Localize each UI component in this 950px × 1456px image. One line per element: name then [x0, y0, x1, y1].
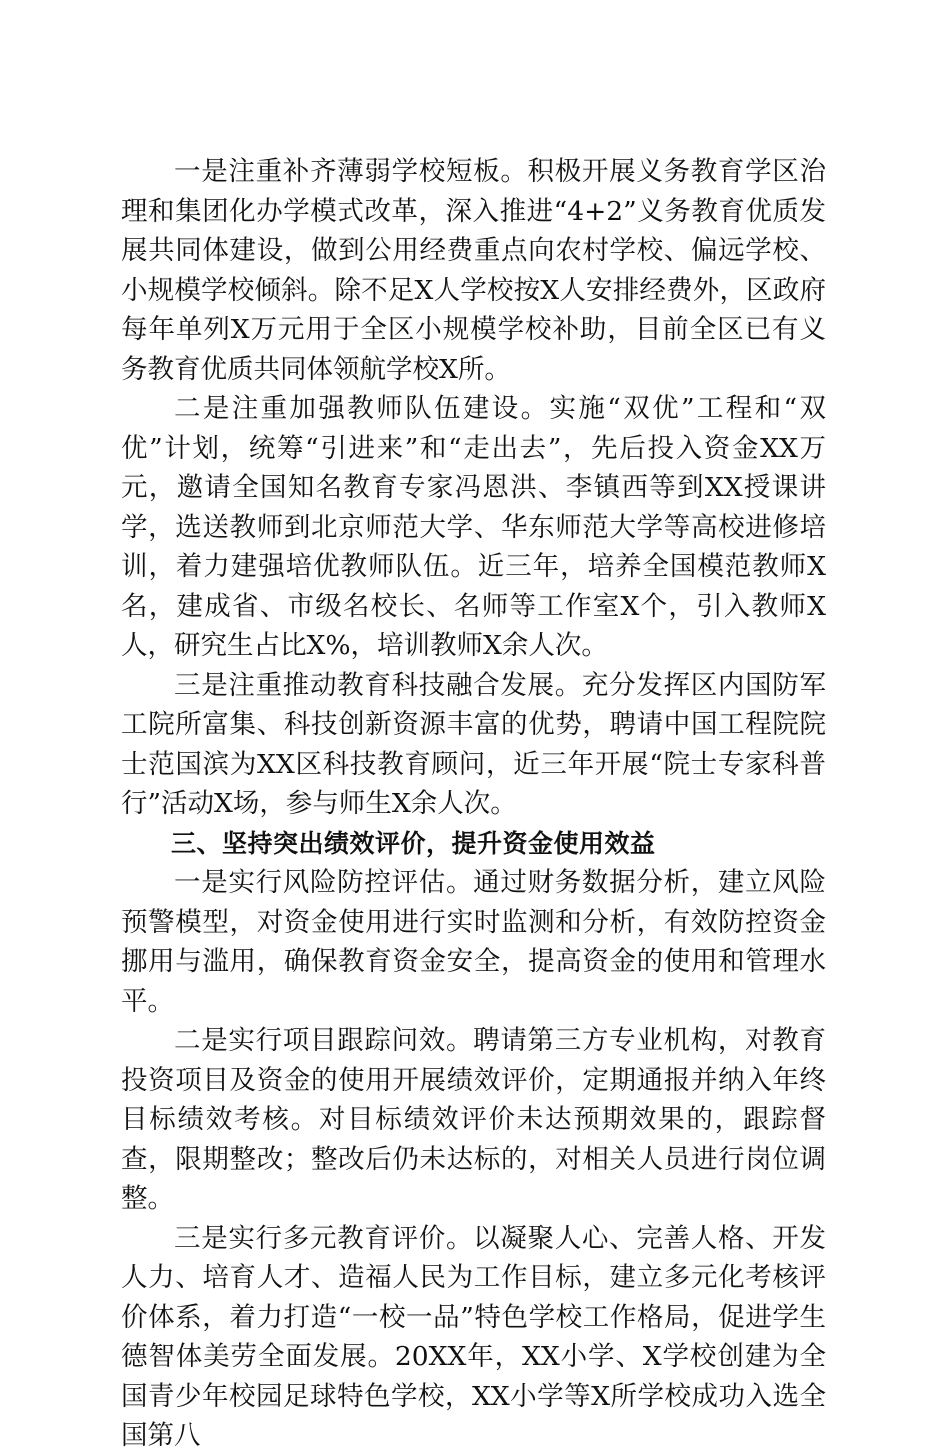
paragraph-weak-schools: 一是注重补齐薄弱学校短板。积极开展义务教育学区治理和集团化办学模式改革，深入推进“4+2”义务教育优质发展共同体建设，做到公用经费重点向农村学校、偏远学校、小规模学校倾斜。除不足X人学校按X人安排经费外，区政府每年单列X万元用于全区小规模学校补助，目前全区已有义务教育优质共同体领航学校X所。: [121, 156, 826, 385]
document-body: [121, 152, 826, 1456]
paragraph-project-tracking: 二是实行项目跟踪问效。聘请第三方专业机构，对教育投资项目及资金的使用开展绩效评价，定期通报并纳入年终目标绩效考核。对目标绩效评价未达预期效果的，跟踪督查，限期整改；整改后仍未达标的，对相关人员进行岗位调整。: [121, 1025, 826, 1214]
section-heading-performance: 三、坚持突出绩效评价，提升资金使用效益: [171, 828, 656, 858]
paragraph-teacher-team: 二是注重加强教师队伍建设。实施“双优”工程和“双优”计划，统筹“引进来”和“走出去”，先后投入资金XX万元，邀请全国知名教育专家冯恩洪、李镇西等到XX授课讲学，选送教师到北京师范大学、华东师范大学等高校进修培训，着力建强培优教师队伍。近三年，培养全国模范教师X名，建成省、市级名校长、名师等工作室X个，引入教师X人，研究生占比X%，培训教师X余人次。: [121, 393, 826, 661]
paragraph-tech-integration: 三是注重推动教育科技融合发展。充分发挥区内国防军工院所富集、科技创新资源丰富的优势，聘请中国工程院院士范国滨为XX区科技教育顾问，近三年开展“院士专家科普行”活动X场，参与师生X余人次。: [121, 669, 826, 819]
paragraph-risk-control: 一是实行风险防控评估。通过财务数据分析，建立风险预警模型，对资金使用进行实时监测和分析，有效防控资金挪用与滥用，确保教育资金安全，提高资金的使用和管理水平。: [121, 867, 826, 1017]
paragraph-diverse-evaluation: 三是实行多元教育评价。以凝聚人心、完善人格、开发人力、培育人才、造福人民为工作目标，建立多元化考核评价体系，着力打造“一校一品”特色学校工作格局，促进学生德智体美劳全面发展。20XX年，XX小学、X学校创建为全国青少年校园足球特色学校，XX小学等X所学校成功入选全国第八: [121, 1222, 826, 1451]
